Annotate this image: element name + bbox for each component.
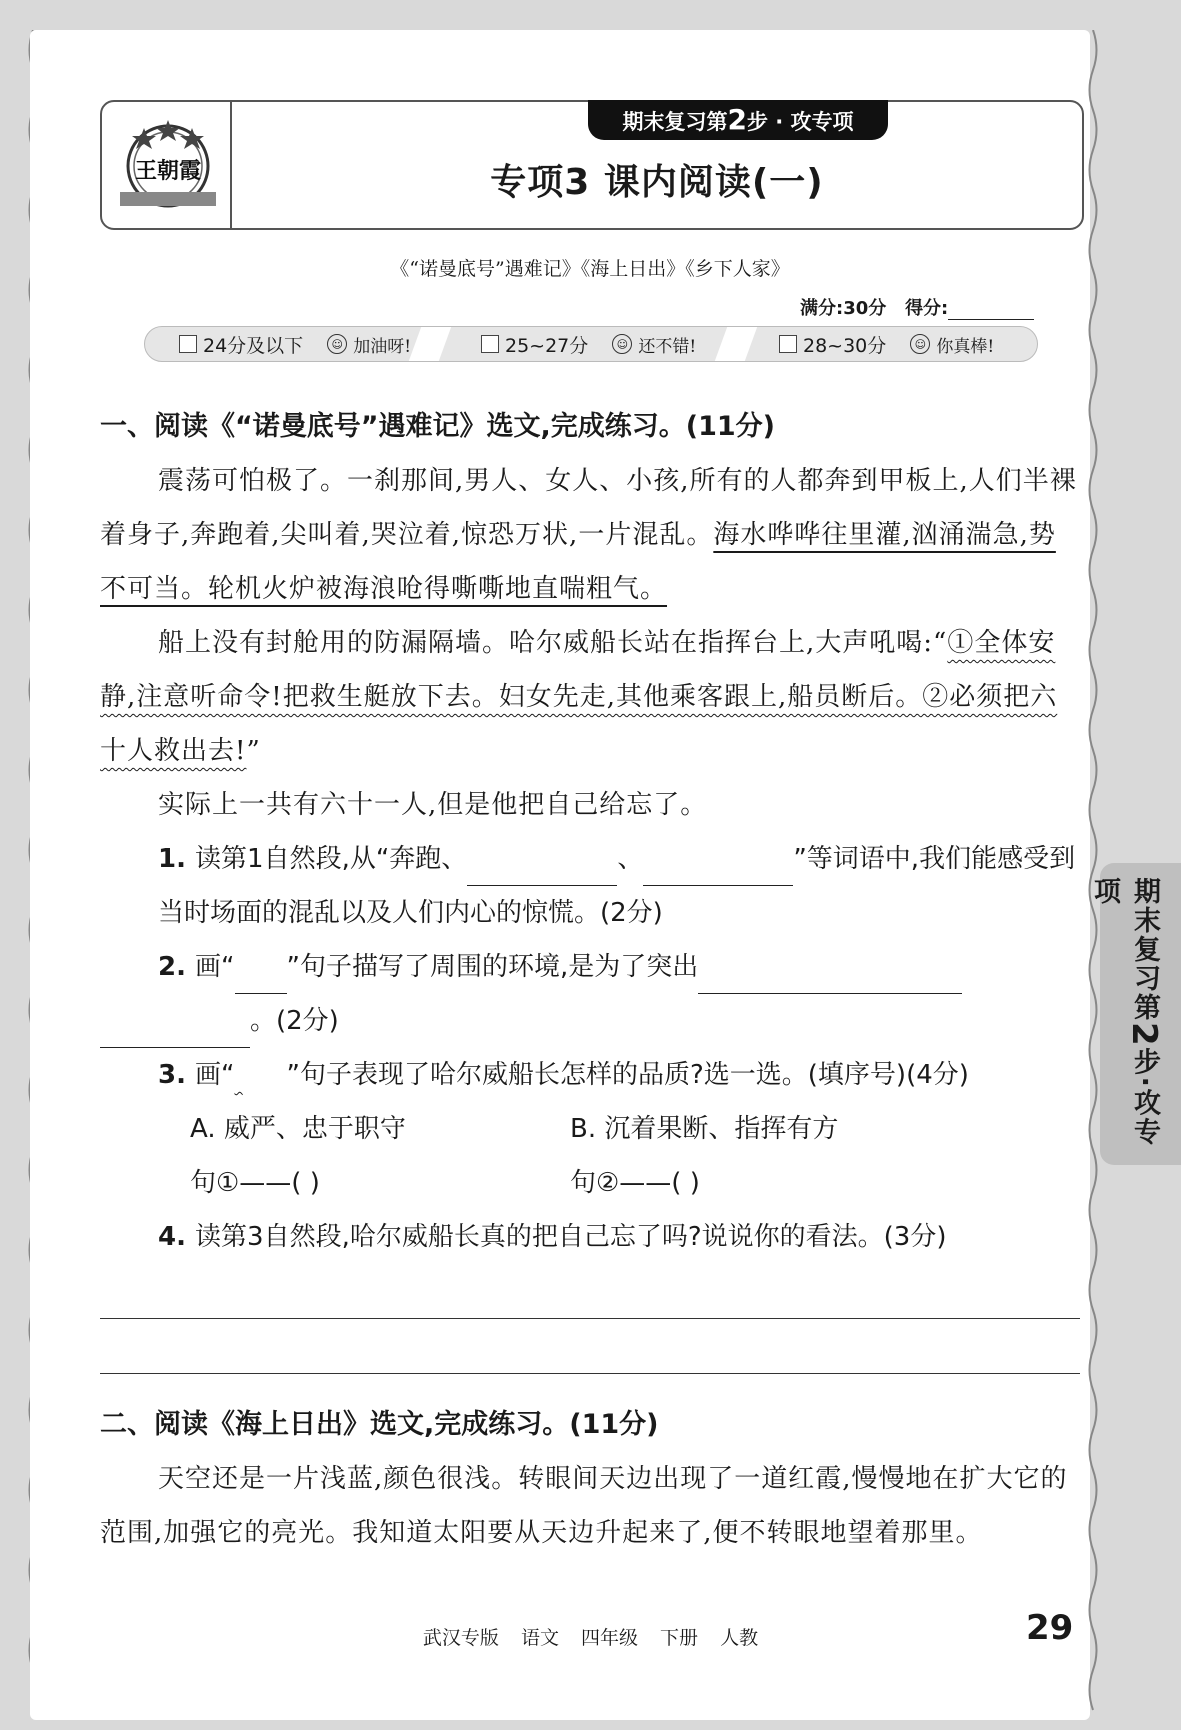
smiley-icon: ☺ <box>910 334 930 354</box>
level-separator <box>409 327 451 361</box>
level-separator <box>715 327 757 361</box>
answer-blank[interactable] <box>643 851 793 886</box>
section1-heading: 一、阅读《“诺曼底号”遇难记》选文,完成练习。(11分) <box>100 411 775 442</box>
answer-blank[interactable] <box>467 851 617 886</box>
level-item: 24分及以下 ☺ 加油呀! <box>179 332 411 356</box>
passage-paragraph: 震荡可怕极了。一刹那间,男人、女人、小孩,所有的人都奔到甲板上,人们半裸着身子,奔跑着,尖叫着,哭泣着,惊恐万状,一片混乱。海水哗哗往里灌,汹涌湍急,势不可当。轮机火炉被海浪呛得嘶嘶地直喘粗气。 <box>100 466 1077 604</box>
level-item: 28~30分 ☺ 你真棒! <box>779 332 994 356</box>
wavy-sample <box>235 1048 287 1102</box>
right-wavy-border <box>1086 30 1100 1720</box>
question-1: 1. 读第1自然段,从“奔跑、 、 ”等词语中,我们能感受到当时场面的混乱以及人们内心的惊慌。(2分) <box>158 844 1076 928</box>
brand-logo <box>114 114 222 214</box>
question-3: 3. 画“ ”句子表现了哈尔威船长怎样的品质?选一选。(填序号)(4分) <box>100 1048 1080 1102</box>
score-line: 满分:30分 得分: <box>800 294 1034 320</box>
level-item: 25~27分 ☺ 还不错! <box>481 332 696 356</box>
question-2: 2. 画“ ”句子描写了周围的环境,是为了突出 。(2分) <box>100 940 1080 1048</box>
page-number: 29 <box>1026 1608 1074 1648</box>
smiley-icon: ☺ <box>612 334 632 354</box>
page-title: 专项3 课内阅读(一) <box>490 162 824 203</box>
options-row: A. 威严、忠于职守 B. 沉着果断、指挥有方 <box>190 1114 839 1144</box>
source-texts: 《“诺曼底号”遇难记》《海上日出》《乡下人家》 <box>390 258 790 280</box>
smiley-icon: ☺ <box>327 334 347 354</box>
section2-heading: 二、阅读《海上日出》选文,完成练习。(11分) <box>100 1409 659 1440</box>
passage-paragraph: 船上没有封舱用的防漏隔墙。哈尔威船长站在指挥台上,大声吼喝:“①全体安静,注意听命令!把救生艇放下去。妇女先走,其他乘客跟上,船员断后。②必须把六十人救出去!” <box>100 628 1058 766</box>
passage-paragraph: 天空还是一片浅蓝,颜色很浅。转眼间天边出现了一道红霞,慢慢地在扩大它的范围,加强它的亮光。我知道太阳要从天边升起来了,便不转眼地望着那里。 <box>100 1464 1068 1548</box>
answer-blank[interactable] <box>100 1013 250 1048</box>
side-tab: 期末复习第2步·攻专项 <box>1100 863 1181 1165</box>
step-tag: 期末复习第2步 · 攻专项 <box>588 100 888 140</box>
checkbox[interactable] <box>481 335 499 353</box>
footer-info: 武汉专版 语文 四年级 下册 人教 <box>422 1627 759 1649</box>
underline-sample <box>235 985 287 994</box>
answer-row: 句①——( ) 句②——( ) <box>190 1168 700 1198</box>
worksheet-body <box>100 400 1080 1560</box>
svg-text:王朝霞: 王朝霞 <box>134 158 202 184</box>
score-levels-bar <box>144 326 1038 362</box>
checkbox[interactable] <box>179 335 197 353</box>
answer-line[interactable] <box>100 1264 1080 1319</box>
header-box <box>100 100 1084 230</box>
checkbox[interactable] <box>779 335 797 353</box>
question-4: 4. 读第3自然段,哈尔威船长真的把自己忘了吗?说说你的看法。(3分) <box>158 1222 947 1252</box>
answer-blank[interactable] <box>698 959 962 994</box>
passage-paragraph: 实际上一共有六十一人,但是他把自己给忘了。 <box>158 790 708 820</box>
answer-line[interactable] <box>100 1319 1080 1374</box>
